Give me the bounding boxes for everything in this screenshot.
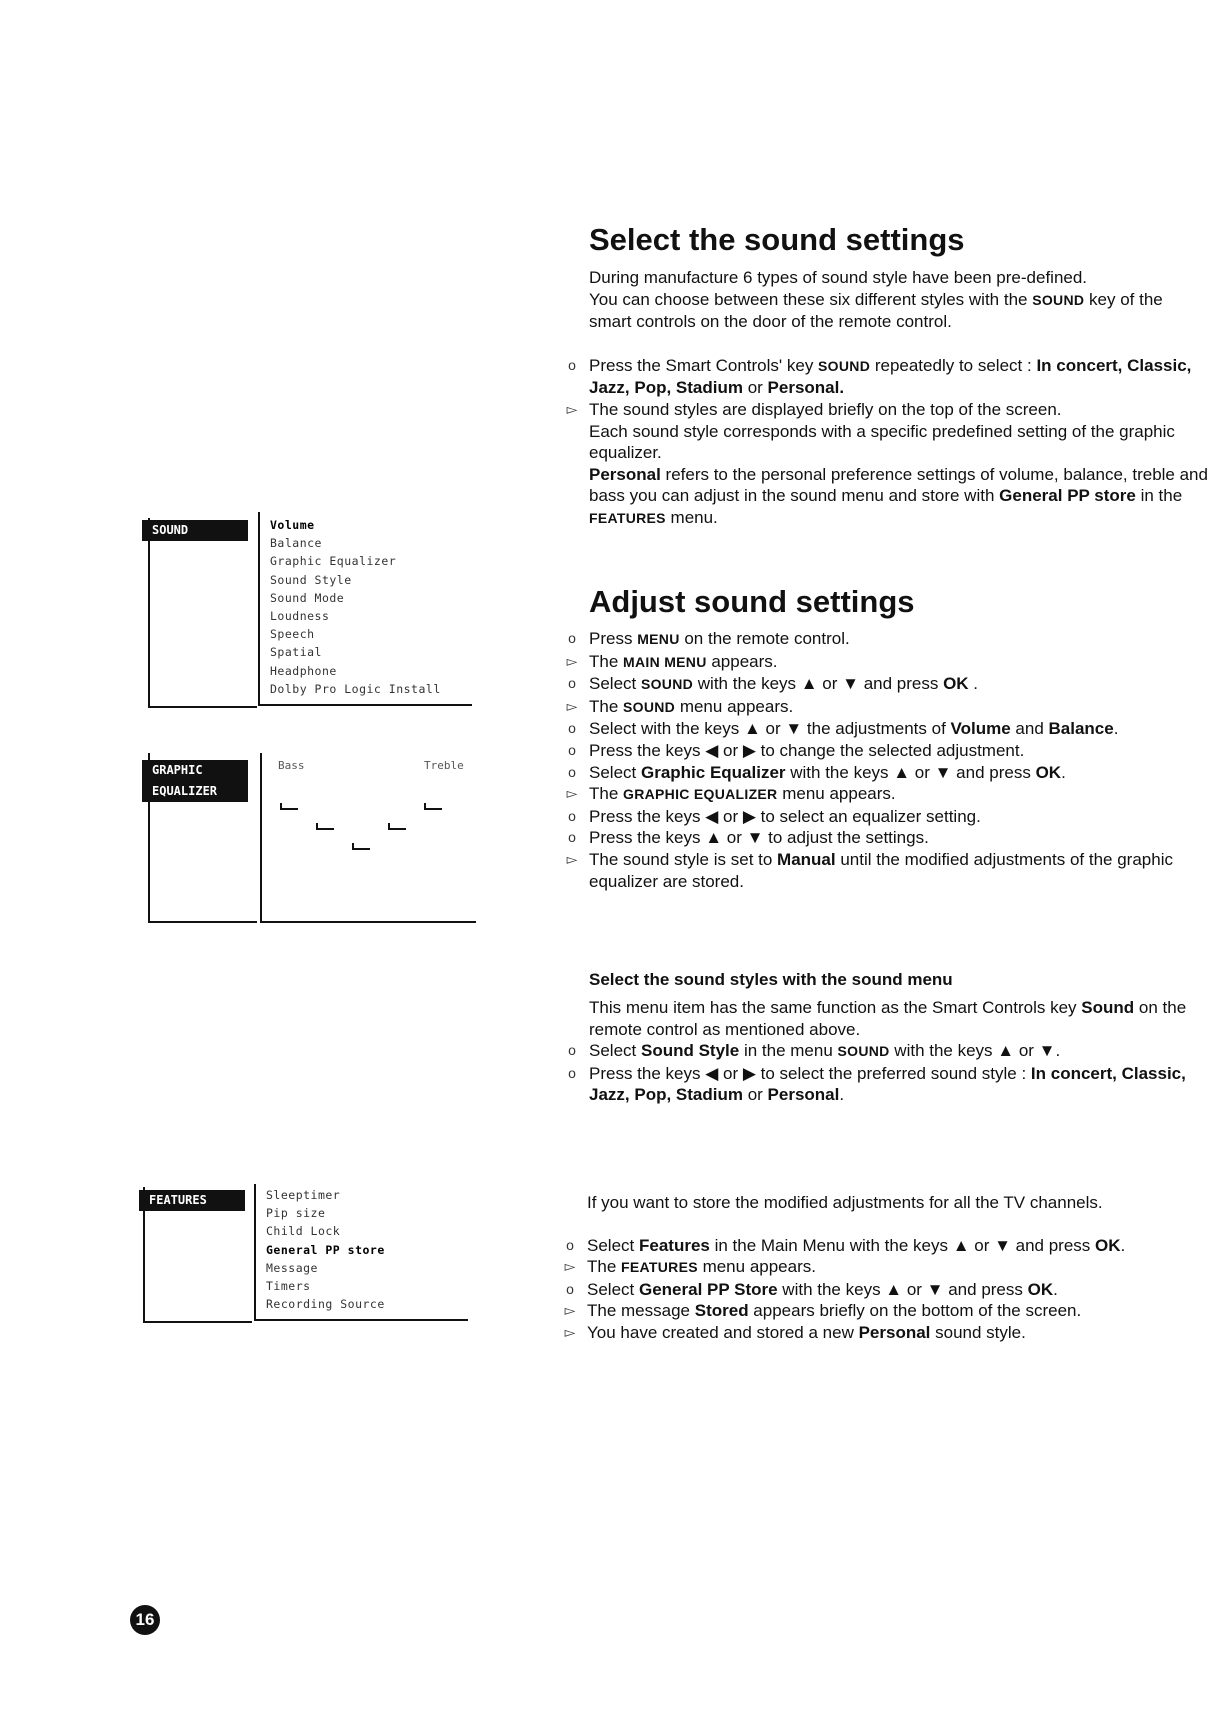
eq-band-level — [316, 828, 334, 830]
features-menu-right-panel — [254, 1184, 468, 1321]
menu-item: Loudness — [270, 609, 330, 624]
step-result: ▻ The message Stored appears briefly on the bottom of the screen. — [564, 1301, 1082, 1321]
menu-item: Balance — [270, 536, 322, 551]
eq-treble-label: Treble — [424, 759, 464, 772]
menu-item: Dolby Pro Logic Install — [270, 681, 441, 696]
menu-item: Volume — [270, 518, 315, 532]
step-result: ▻ You have created and stored a new Personal sound style. — [564, 1322, 1026, 1342]
menu-item: Recording Source — [266, 1297, 385, 1312]
step-action: o Press the keys ◀ or ▶ to change the selected adjustment. — [568, 740, 1025, 760]
section2-steps — [566, 628, 1209, 892]
menu-item: Child Lock — [266, 1224, 341, 1239]
section3-body — [568, 997, 1209, 1106]
eq-band-level — [352, 848, 370, 850]
section1-intro-1: During manufacture 6 types of sound style have been pre-defined. — [589, 268, 1088, 287]
eq-band-level — [280, 808, 298, 810]
menu-item: Sound Mode — [270, 590, 345, 605]
result-marker: ▻ — [566, 400, 578, 417]
step-result: ▻ The MAIN MENU appears. — [566, 651, 778, 671]
step-result: ▻ The sound styles are displayed briefly on the top of the screen. Each sound style corresponds with a specific predefined setting of the graphic equalizer. Personal refers to the personal preference settings of volume, balance, treble and bass you can adjust in the sound menu and store with General PP store in the FEATURES menu. — [566, 399, 1208, 527]
step-action: o Select SOUND with the keys ▲ or ▼ and press OK . — [568, 674, 979, 694]
menu-item: General PP store — [266, 1242, 385, 1257]
sound-menu-left-panel — [148, 518, 257, 708]
features-menu-tag: FEATURES — [139, 1190, 245, 1211]
section3-steps — [568, 1040, 1209, 1106]
menu-item: Sleeptimer — [266, 1188, 341, 1202]
step-action: o Select with the keys ▲ or ▼ the adjustments of Volume and Balance. — [568, 719, 1119, 739]
section-title-adjust-sound: Adjust sound settings — [589, 584, 915, 619]
step-result: ▻ The sound style is set to Manual until the modified adjustments of the graphic equalizer are stored. — [566, 849, 1173, 891]
step-action: o Select Sound Style in the menu SOUND with the keys ▲ or ▼. — [568, 1041, 1061, 1061]
step-action: o Press the keys ◀ or ▶ to select the preferred sound style : In concert, Classic, Jazz, Pop, Stadium or Personal. — [568, 1063, 1186, 1105]
page-number: 16 — [130, 1605, 160, 1635]
equalizer-tag-line1: GRAPHIC — [152, 763, 203, 777]
section4-intro: If you want to store the modified adjustments for all the TV channels. — [587, 1193, 1103, 1212]
subsection-title-sound-styles: Select the sound styles with the sound menu — [589, 970, 953, 989]
section1-intro-2: You can choose between these six different styles with the SOUND key of the smart controls on the door of the remote control. — [589, 289, 1163, 332]
menu-item: Graphic Equalizer — [270, 554, 397, 569]
step-action: o Select Graphic Equalizer with the keys ▲ or ▼ and press OK. — [568, 762, 1066, 782]
equalizer-tag-line2: EQUALIZER — [152, 784, 218, 798]
menu-item: Timers — [266, 1279, 311, 1294]
step-action: o Select General PP Store with the keys ▲ or ▼ and press OK. — [566, 1279, 1058, 1299]
menu-item: Spatial — [270, 645, 322, 660]
equalizer-menu-tag — [142, 760, 248, 802]
section1-body — [566, 267, 1209, 530]
sound-menu-list — [270, 516, 472, 698]
menu-item: Speech — [270, 627, 315, 642]
equalizer-menu-right-panel — [260, 753, 476, 923]
eq-bass-label: Bass — [278, 759, 305, 772]
step-result: ▻ The FEATURES menu appears. — [564, 1257, 816, 1277]
section2-body — [566, 628, 1209, 892]
step-action: o Press the keys ▲ or ▼ to adjust the settings. — [568, 828, 929, 848]
menu-item: Sound Style — [270, 572, 352, 587]
step-result: ▻ The SOUND menu appears. — [566, 696, 794, 716]
step-action: o Press MENU on the remote control. — [568, 629, 850, 648]
step-action: o Select Features in the Main Menu with the keys ▲ or ▼ and press OK. — [566, 1235, 1126, 1255]
section-title-select-sound: Select the sound settings — [589, 222, 965, 257]
section4-steps — [564, 1235, 1207, 1344]
eq-band-level — [388, 828, 406, 830]
section4-body — [564, 1192, 1207, 1344]
step-action: o Press the Smart Controls' key SOUND repeatedly to select : In concert, Classic, Jazz, Pop, Stadium or Personal. — [589, 355, 1209, 399]
step-result: ▻ The GRAPHIC EQUALIZER menu appears. — [566, 784, 896, 804]
sound-menu-tag: SOUND — [142, 520, 248, 541]
menu-item: Pip size — [266, 1206, 326, 1221]
step-action: o Press the keys ◀ or ▶ to select an equalizer setting. — [568, 806, 981, 826]
eq-band-level — [424, 808, 442, 810]
menu-item: Message — [266, 1260, 318, 1275]
menu-item: Headphone — [270, 663, 337, 678]
section1-steps — [566, 355, 1209, 530]
action-marker: o — [568, 356, 576, 373]
features-menu-list — [266, 1186, 468, 1313]
section3-paragraph: This menu item has the same function as the Smart Controls key Sound on the remote control as mentioned above. — [589, 998, 1187, 1039]
sound-menu-right-panel — [258, 512, 472, 706]
